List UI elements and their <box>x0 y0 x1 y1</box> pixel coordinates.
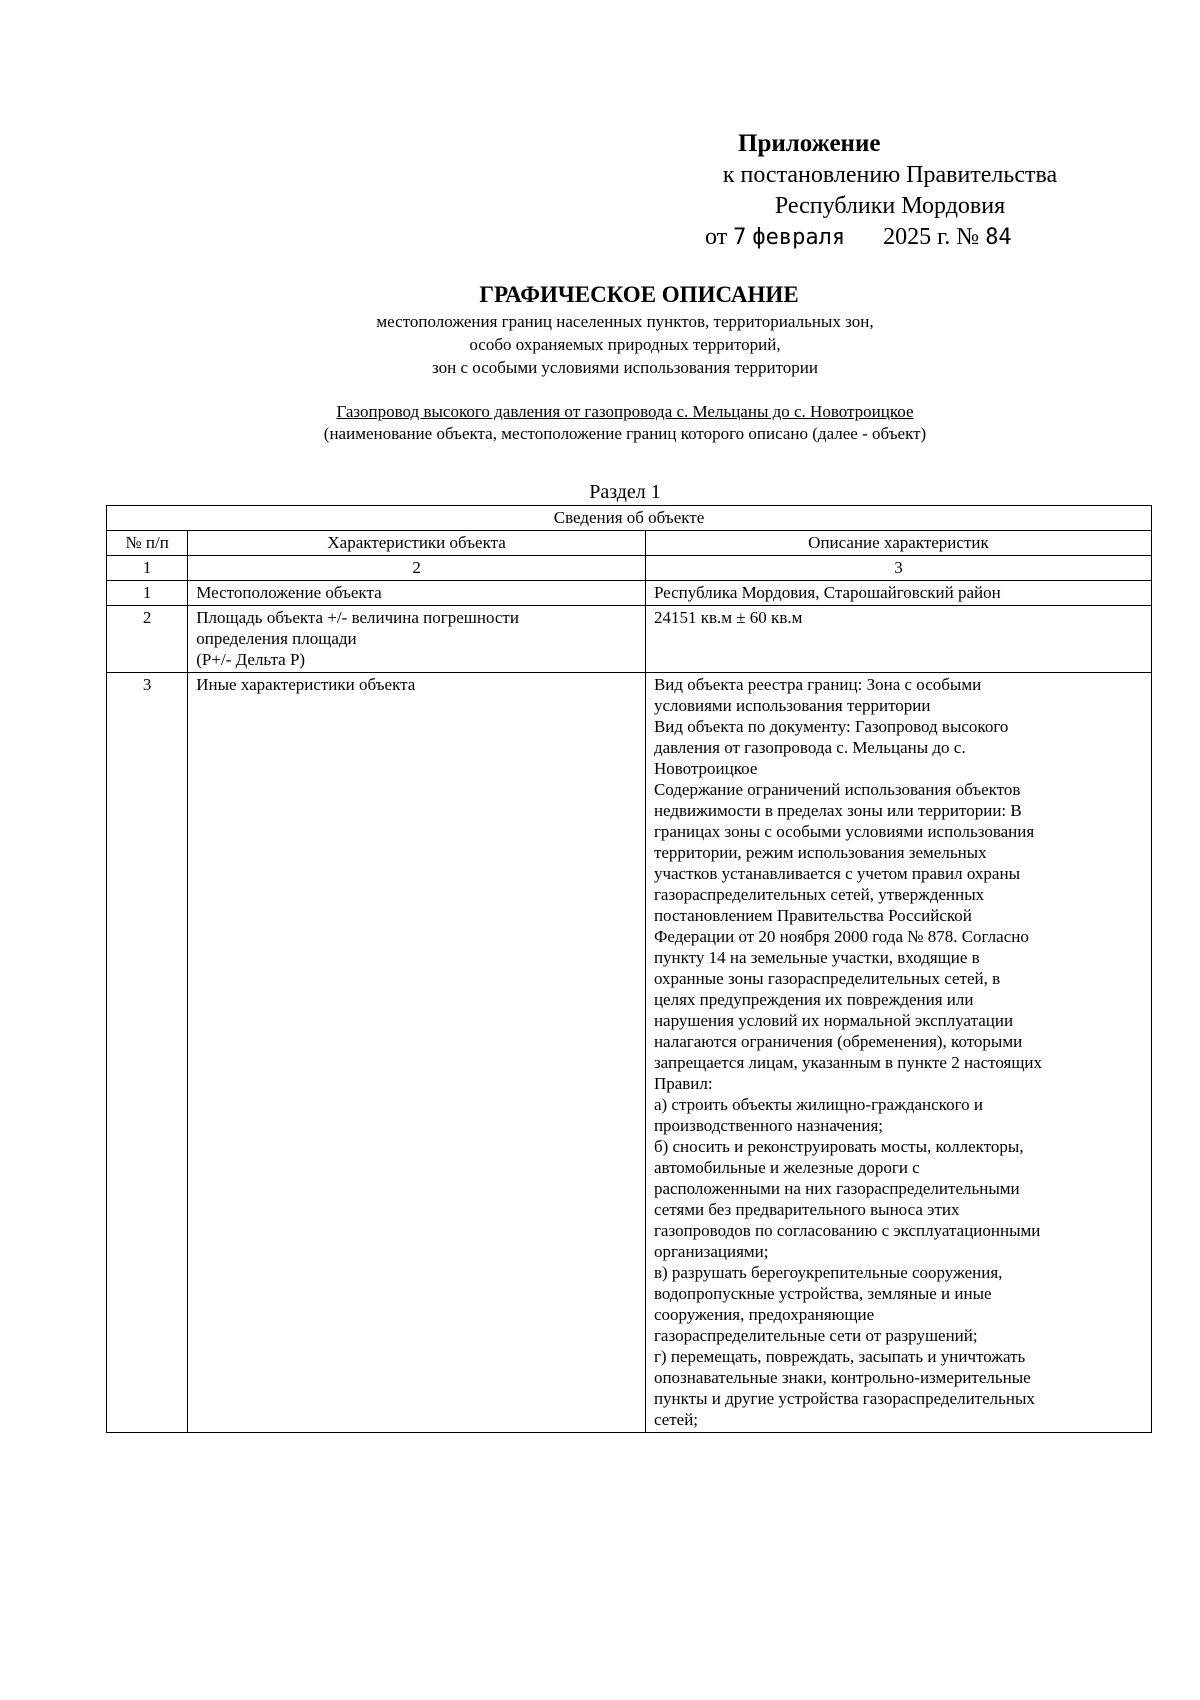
table-caption-row <box>107 506 1152 531</box>
object-name: Газопровод высокого давления от газопровода с. Мельцаны до с. Новотроицкое <box>336 402 914 421</box>
description-line: охранные зоны газораспределительных сетей, в <box>653 969 1001 988</box>
description-line: сооружения, предохраняющие <box>653 1305 875 1324</box>
date-month: февраля <box>752 225 846 250</box>
appendix-block <box>650 128 1130 253</box>
header-description: Описание характеристик <box>645 531 1151 556</box>
row-description: Республика Мордовия, Старошайговский район <box>645 581 1151 606</box>
description-line: Новотроицкое <box>653 759 758 778</box>
description-line: территории, режим использования земельных <box>653 843 987 862</box>
appendix-date <box>705 222 1130 253</box>
description-line: Федерации от 20 ноября 2000 года № 878. Согласно <box>653 927 1029 946</box>
date-day: 7 <box>733 225 747 250</box>
column-number-row <box>107 556 1152 581</box>
description-line: организациями; <box>653 1242 769 1261</box>
description-line: налагаются ограничения (обременения), которыми <box>653 1032 1023 1051</box>
subtitle-line-3: зон с особыми условиями использования территории <box>432 358 818 377</box>
description-line: пункту 14 на земельные участки, входящие в <box>653 948 980 967</box>
table-row <box>107 673 1152 1433</box>
row-number: 3 <box>107 673 188 1433</box>
description-line: б) сносить и реконструировать мосты, коллекторы, <box>653 1137 1024 1156</box>
table-row <box>107 606 1152 673</box>
description-line: газораспределительных сетей, утвержденных <box>653 885 985 904</box>
row-characteristic: Площадь объекта +/- величина погрешности определения площади (P+/- Дельта P) <box>188 606 646 673</box>
appendix-title: Приложение <box>738 130 881 157</box>
description-line: в) разрушать берегоукрепительные сооружения, <box>653 1263 1003 1282</box>
description-line: расположенными на них газораспределительными <box>653 1179 1020 1198</box>
description-line: запрещается лицам, указанным в пункте 2 настоящих <box>653 1053 1043 1072</box>
column-number-1: 1 <box>107 556 188 581</box>
document-title: ГРАФИЧЕСКОЕ ОПИСАНИЕ <box>479 282 799 307</box>
table-caption: Сведения об объекте <box>107 506 1152 531</box>
subtitle-line-2: особо охраняемых природных территорий, <box>469 335 781 354</box>
description-line: Вид объекта по документу: Газопровод высокого <box>653 717 1009 736</box>
document-header <box>100 280 1150 445</box>
description-line: автомобильные и железные дороги с <box>653 1158 920 1177</box>
description-line: сетей; <box>653 1410 699 1429</box>
description-line: пункты и другие устройства газораспределительных <box>653 1389 1035 1408</box>
description-line: нарушения условий их нормальной эксплуатации <box>653 1011 1014 1030</box>
description-line: производственного назначения; <box>653 1116 884 1135</box>
date-prefix: от <box>705 224 728 250</box>
description-line: опознавательные знаки, контрольно-измерительные <box>653 1368 1031 1387</box>
subtitle-line-1: местоположения границ населенных пунктов, территориальных зон, <box>376 312 874 331</box>
row-number: 1 <box>107 581 188 606</box>
section-label: Раздел 1 <box>589 481 661 503</box>
description-line: газопроводов по согласованию с эксплуатационными <box>653 1221 1041 1240</box>
decree-number: 84 <box>985 225 1012 250</box>
appendix-line-1: к постановлению Правительства <box>722 162 1058 188</box>
appendix-line-2: Республики Мордовия <box>774 193 1006 219</box>
description-line: сетями без предварительного выноса этих <box>653 1200 960 1219</box>
row-description <box>645 673 1151 1433</box>
object-info-table <box>106 505 1152 1433</box>
description-line: водопропускные устройства, земляные и иные <box>653 1284 992 1303</box>
header-num: № п/п <box>107 531 188 556</box>
description-line: границах зоны с особыми условиями использования <box>653 822 1035 841</box>
column-number-3: 3 <box>645 556 1151 581</box>
column-number-2: 2 <box>188 556 646 581</box>
description-line: Содержание ограничений использования объектов <box>653 780 1021 799</box>
description-line: участков устанавливается с учетом правил охраны <box>653 864 1021 883</box>
description-line: газораспределительные сети от разрушений; <box>653 1326 978 1345</box>
description-line: постановлением Правительства Российской <box>653 906 972 925</box>
table-header-row <box>107 531 1152 556</box>
description-line: г) перемещать, повреждать, засыпать и уничтожать <box>653 1347 1026 1366</box>
row-description: 24151 кв.м ± 60 кв.м <box>645 606 1151 673</box>
row-characteristic: Иные характеристики объекта <box>188 673 646 1433</box>
table-row <box>107 581 1152 606</box>
description-line: Правил: <box>653 1074 713 1093</box>
description-line: целях предупреждения их повреждения или <box>653 990 974 1009</box>
header-characteristic: Характеристики объекта <box>188 531 646 556</box>
description-line: а) строить объекты жилищно-гражданского и <box>653 1095 983 1114</box>
description-line: недвижимости в пределах зоны или территории: В <box>653 801 1022 820</box>
date-year: 2025 г. № <box>883 224 980 250</box>
description-line: давления от газопровода с. Мельцаны до с. <box>653 738 966 757</box>
row-number: 2 <box>107 606 188 673</box>
row-characteristic: Местоположение объекта <box>188 581 646 606</box>
description-line: Вид объекта реестра границ: Зона с особыми <box>653 675 982 694</box>
object-note: (наименование объекта, местоположение границ которого описано (далее - объект) <box>323 424 927 443</box>
description-line: условиями использования территории <box>653 696 931 715</box>
